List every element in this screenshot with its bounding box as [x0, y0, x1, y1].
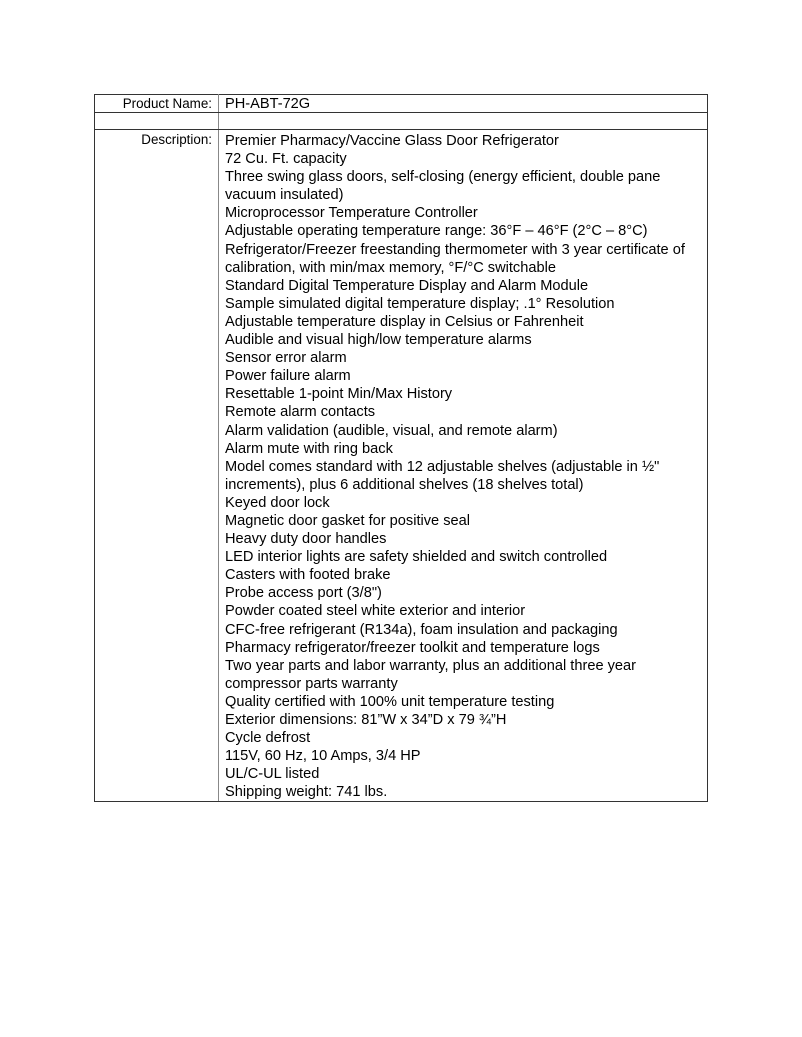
description-line: Pharmacy refrigerator/freezer toolkit and temperature logs: [225, 639, 600, 656]
description-line: Resettable 1-point Min/Max History: [225, 386, 453, 403]
description-line: Probe access port (3/8"): [225, 585, 382, 602]
description-line: Powder coated steel white exterior and interior: [225, 603, 526, 620]
description-line: Power failure alarm: [225, 368, 351, 385]
description-line: CFC-free refrigerant (R134a), foam insulation and packaging: [225, 621, 618, 638]
description-line: Microprocessor Temperature Controller: [225, 205, 478, 222]
description-line: Quality certified with 100% unit temperature testing: [225, 693, 555, 710]
description-line: Alarm mute with ring back: [225, 440, 393, 457]
empty-label-cell: [95, 113, 219, 130]
description-label: Description:: [95, 130, 219, 802]
product-name-value: PH-ABT-72G: [219, 95, 708, 113]
product-spec-table: [94, 94, 708, 802]
empty-row: [95, 113, 708, 130]
description-line: Remote alarm contacts: [225, 404, 376, 421]
description-row: [95, 130, 708, 802]
empty-value-cell: [219, 113, 708, 130]
description-line: Three swing glass doors, self-closing (energy efficient, double pane vacuum insulated): [225, 169, 661, 204]
description-line: Cycle defrost: [225, 730, 311, 747]
description-line: Keyed door lock: [225, 494, 330, 511]
description-line: UL/C-UL listed: [225, 766, 320, 783]
description-line: Premier Pharmacy/Vaccine Glass Door Refrigerator: [225, 133, 559, 149]
description-line: 115V, 60 Hz, 10 Amps, 3/4 HP: [225, 748, 421, 765]
description-line: Magnetic door gasket for positive seal: [225, 512, 470, 529]
description-list: [219, 130, 708, 802]
product-name-row: [95, 95, 708, 113]
description-line: Standard Digital Temperature Display and Alarm Module: [225, 277, 589, 294]
description-line: Casters with footed brake: [225, 567, 391, 584]
description-line: Audible and visual high/low temperature alarms: [225, 332, 532, 349]
description-line: Adjustable temperature display in Celsius or Fahrenheit: [225, 313, 584, 330]
description-line: LED interior lights are safety shielded and switch controlled: [225, 549, 608, 566]
description-line: Two year parts and labor warranty, plus an additional three year compressor parts warranty: [225, 657, 637, 692]
description-line: Exterior dimensions: 81”W x 34”D x 79 ¾”H: [225, 712, 507, 728]
description-line: Sample simulated digital temperature display; .1° Resolution: [225, 295, 615, 312]
product-name-label: Product Name:: [95, 95, 219, 113]
description-line: Shipping weight: 741 lbs.: [225, 784, 388, 801]
description-line: 72 Cu. Ft. capacity: [225, 151, 347, 168]
description-line: Alarm validation (audible, visual, and remote alarm): [225, 422, 558, 439]
description-line: Sensor error alarm: [225, 350, 347, 367]
description-line: Model comes standard with 12 adjustable shelves (adjustable in ½" increments), plus 6 additional shelves (18 shelves total): [225, 458, 660, 493]
description-line: Heavy duty door handles: [225, 531, 387, 548]
description-line: Adjustable operating temperature range: 36°F – 46°F (2°C – 8°C): [225, 223, 648, 240]
description-line: Refrigerator/Freezer freestanding thermometer with 3 year certificate of calibration, with min/max memory, °F/°C switchable: [225, 241, 685, 276]
